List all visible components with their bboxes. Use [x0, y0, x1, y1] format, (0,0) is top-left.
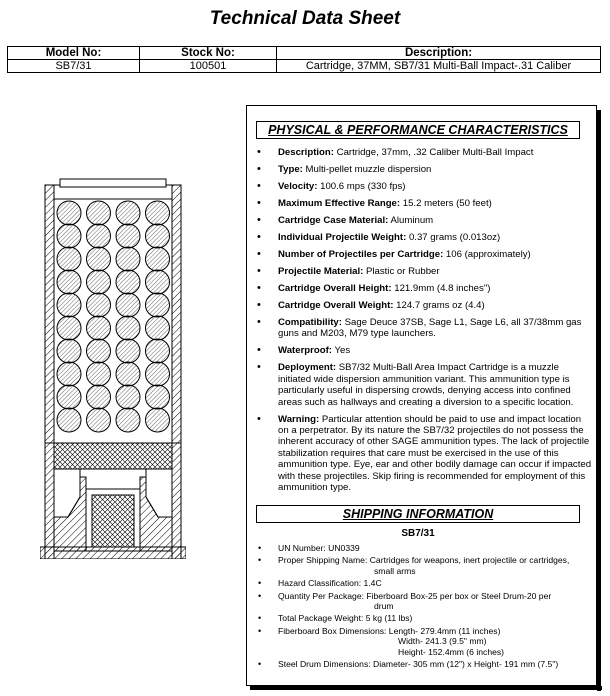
projectile-ball	[146, 201, 170, 225]
projectile-ball	[116, 385, 140, 409]
projectile-ball	[146, 247, 170, 271]
characteristic-item	[254, 181, 594, 192]
shipping-item	[254, 591, 599, 612]
characteristic-label: Cartridge Overall Weight:	[278, 300, 394, 311]
characteristic-item	[254, 283, 594, 294]
shipping-item-line: • UN Number: UN0339	[278, 543, 360, 553]
projectile-ball	[116, 316, 140, 340]
characteristic-value: Multi-pellet muzzle dispersion	[302, 164, 432, 175]
panel-shadow	[250, 686, 602, 690]
shipping-item	[254, 578, 599, 588]
projectile-ball	[57, 224, 81, 248]
projectile-ball	[146, 339, 170, 363]
projectile-ball	[87, 362, 111, 386]
characteristic-label: Individual Projectile Weight:	[278, 232, 407, 243]
performance-list	[254, 147, 594, 499]
shipping-item-line: drum	[374, 601, 394, 612]
projectile-ball	[116, 408, 140, 432]
characteristic-item	[254, 414, 594, 494]
characteristic-value: 15.2 meters (50 feet)	[400, 198, 492, 209]
projectile-ball	[116, 270, 140, 294]
shipping-list	[254, 543, 599, 671]
characteristic-item	[254, 198, 594, 209]
projectile-ball	[57, 339, 81, 363]
description-label: Description:	[277, 47, 601, 60]
shipping-item-line: • Total Package Weight: 5 kg (11 lbs)	[278, 613, 413, 624]
stock-label: Stock No:	[140, 47, 277, 60]
projectile-ball	[87, 293, 111, 317]
characteristic-value: Plastic or Rubber	[363, 266, 440, 277]
characteristic-label: Maximum Effective Range:	[278, 198, 401, 209]
projectile-ball	[57, 201, 81, 225]
characteristic-value: 0.37 grams (0.013oz)	[406, 232, 501, 243]
stock-value: 100501	[140, 60, 277, 73]
shipping-item-line: • Proper Shipping Name: Cartridges for weapons, inert projectile or cartridges,	[278, 555, 570, 566]
characteristic-label: Projectile Material:	[278, 266, 364, 277]
shipping-item-line: small arms	[374, 565, 416, 576]
projectile-ball	[87, 224, 111, 248]
characteristic-label: Number of Projectiles per Cartridge:	[278, 249, 444, 260]
characteristic-label: Warning:	[278, 413, 320, 425]
projectile-ball	[146, 270, 170, 294]
shipping-item-line: • Hazard Classification: 1.4C	[278, 578, 382, 589]
shipping-item	[254, 626, 599, 657]
projectile-ball	[146, 385, 170, 409]
description-value: Cartridge, 37MM, SB7/31 Multi-Ball Impact-.31 Caliber	[277, 60, 601, 73]
characteristic-item	[254, 147, 594, 158]
characteristic-label: Cartridge Case Material:	[278, 215, 389, 226]
shipping-item	[254, 543, 599, 553]
shipping-subheading: SB7/31	[401, 528, 435, 539]
characteristic-value: Cartridge, 37mm, .32 Caliber Multi-Ball Impact	[333, 147, 534, 158]
physical-heading	[256, 121, 580, 139]
shipping-item-line: • Steel Drum Dimensions: Diameter- 305 mm (12") x Height- 191 mm (7.5")	[278, 659, 559, 670]
characteristic-label: Deployment:	[278, 362, 337, 374]
projectile-ball	[57, 247, 81, 271]
shipping-heading	[256, 505, 580, 523]
projectile-ball	[57, 362, 81, 386]
projectile-ball	[116, 224, 140, 248]
projectile-ball	[57, 316, 81, 340]
projectile-ball	[146, 316, 170, 340]
product-header-table	[7, 46, 601, 73]
projectile-ball	[57, 270, 81, 294]
characteristic-value: Yes	[332, 345, 351, 357]
characteristic-item	[254, 317, 594, 340]
projectile-ball	[87, 339, 111, 363]
projectile-ball	[87, 201, 111, 225]
projectile-ball	[116, 247, 140, 271]
characteristic-label: Cartridge Overall Height:	[278, 283, 392, 294]
shipping-item	[254, 555, 599, 576]
model-value: SB7/31	[8, 60, 140, 73]
characteristic-item	[254, 249, 594, 260]
shipping-item	[254, 659, 599, 669]
characteristic-item	[254, 232, 594, 243]
characteristic-label: Velocity:	[278, 181, 318, 192]
projectile-ball	[57, 293, 81, 317]
projectile-ball	[116, 201, 140, 225]
characteristic-value: 124.7 grams oz (4.4)	[393, 300, 485, 311]
projectile-ball	[116, 339, 140, 363]
shipping-item-line: • Quantity Per Package: Fiberboard Box-25 per box or Steel Drum-20 per	[278, 590, 552, 601]
projectile-ball	[116, 293, 140, 317]
projectile-ball	[87, 385, 111, 409]
characteristic-item	[254, 266, 594, 277]
characteristic-label: Type:	[278, 164, 303, 175]
characteristic-item	[254, 345, 594, 356]
projectile-ball	[87, 247, 111, 271]
shipping-heading-text: SHIPPING INFORMATION	[342, 507, 494, 521]
projectile-ball	[146, 293, 170, 317]
projectile-ball	[57, 385, 81, 409]
shipping-item-line: Width- 241.3 (9.5" mm)	[398, 636, 487, 647]
projectile-ball	[87, 316, 111, 340]
projectile-ball	[146, 408, 170, 432]
characteristic-label: Description:	[278, 147, 334, 158]
characteristic-item	[254, 215, 594, 226]
projectile-ball	[87, 270, 111, 294]
characteristic-item	[254, 362, 594, 408]
projectile-ball	[146, 362, 170, 386]
page-title: Technical Data Sheet	[209, 8, 401, 29]
projectile-ball	[116, 362, 140, 386]
model-label: Model No:	[8, 47, 140, 60]
characteristic-label: Waterproof:	[278, 345, 333, 357]
projectile-ball	[57, 408, 81, 432]
shipping-item	[254, 613, 599, 623]
characteristic-value: Aluminum	[388, 215, 434, 226]
characteristic-value: SB7/32 Multi-Ball Area Impact Cartridge is a muzzle initiated wide dispersion ammunition variant. This ammunition type is particularly useful in dispersing crowds, denying access into confined areas such as hallways and creating a diversion to a specific location.	[278, 362, 574, 408]
shipping-item-line: • Fiberboard Box Dimensions: Length- 279.4mm (11 inches)	[278, 625, 501, 636]
characteristic-value: 100.6 mps (330 fps)	[317, 181, 406, 192]
shipping-item-line: Height- 152.4mm (6 inches)	[398, 646, 505, 657]
cartridge-cross-section-diagram	[40, 177, 186, 559]
characteristic-value: Sage Deuce 37SB, Sage L1, Sage L6, all 37/38mm gas guns and M203, M79 type launchers.	[278, 317, 582, 340]
projectile-ball	[87, 408, 111, 432]
characteristic-value: 121.9mm (4.8 inches")	[391, 283, 491, 294]
characteristic-item	[254, 164, 594, 175]
characteristic-value: 106 (approximately)	[443, 249, 531, 260]
projectile-ball	[146, 224, 170, 248]
physical-heading-text: PHYSICAL & PERFORMANCE CHARACTERISTICS	[268, 123, 568, 137]
characteristic-item	[254, 300, 594, 311]
characteristic-value: Particular attention should be paid to use and impact location on a perpetrator. By its nature the SB7/32 projectiles do not possess the inherent accuracy of other SAGE ammunition types. The lack of projectile stabilization requires that care must be exercised in the use of this ammunition type. Eye, ear and other bodily damage can occur if impacted with these projectiles. Skip firing is recommended for employment of this ammunition type.	[278, 413, 592, 494]
characteristic-label: Compatibility:	[278, 317, 342, 328]
